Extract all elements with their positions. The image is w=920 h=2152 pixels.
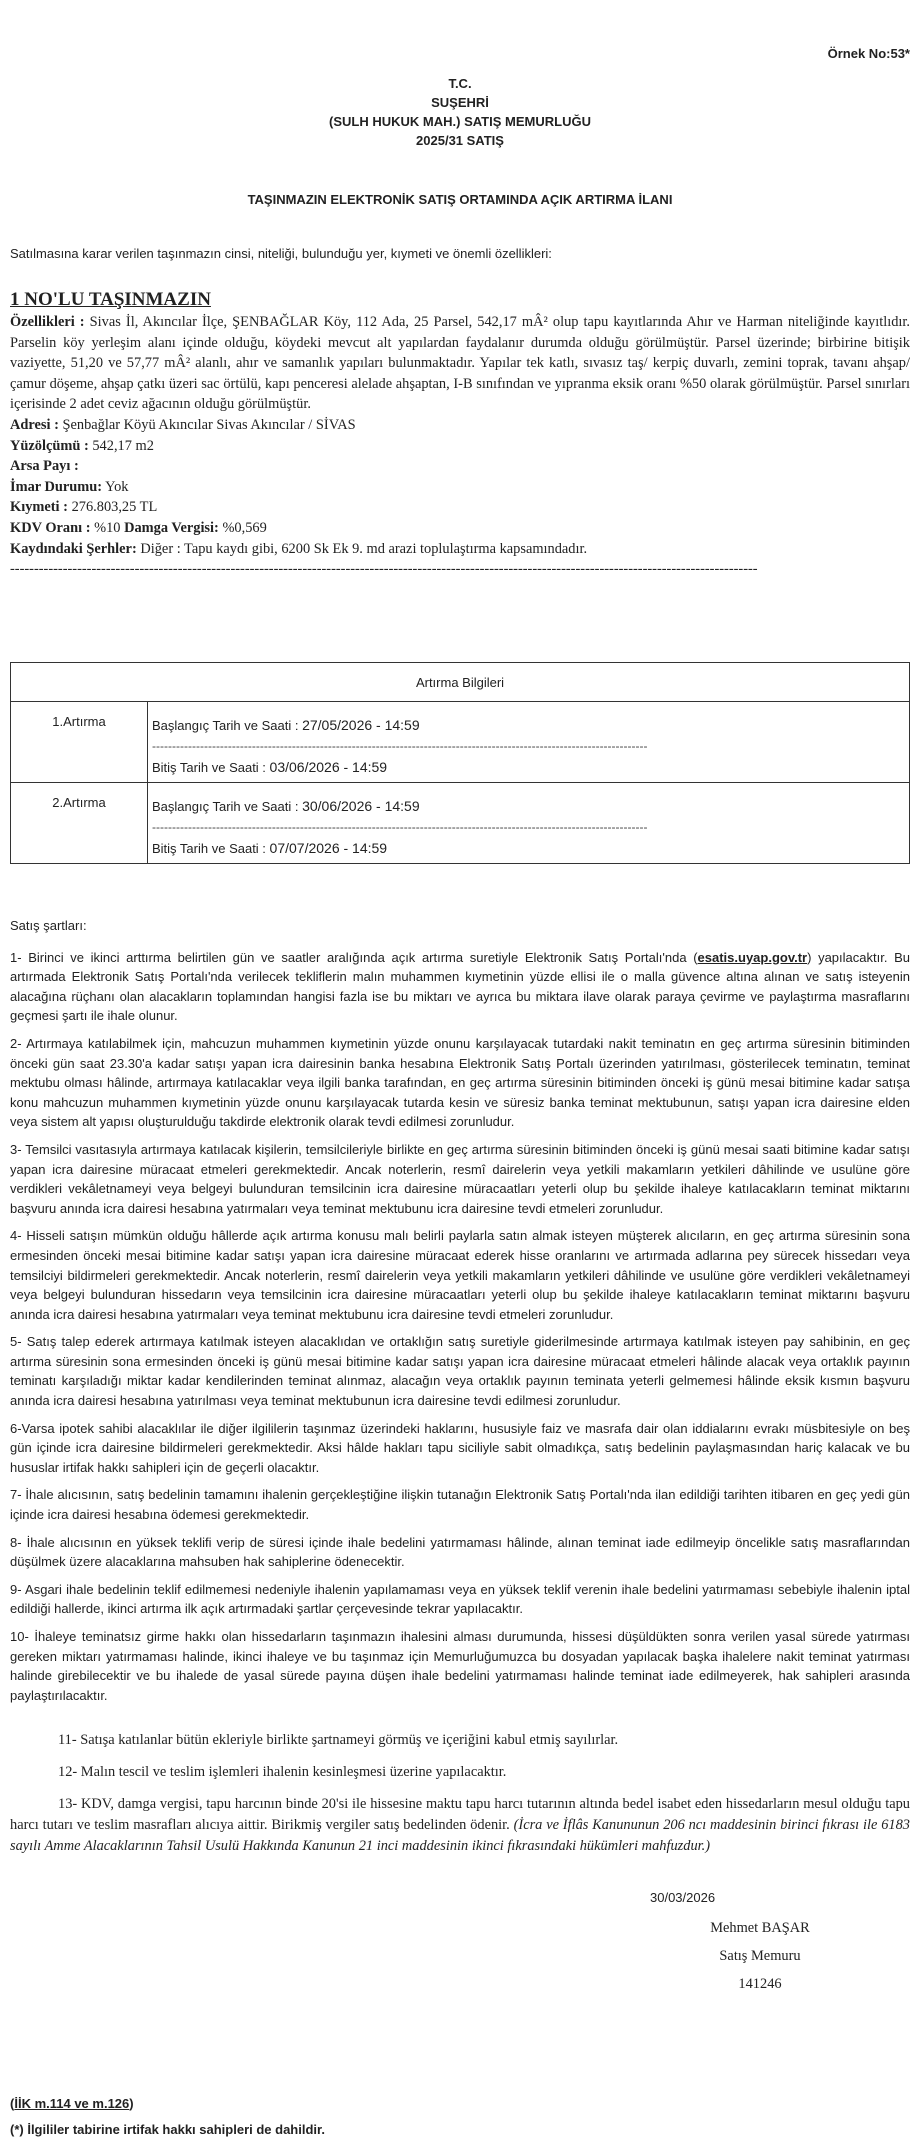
property-heading: 1 NO'LU TAŞINMAZIN	[10, 289, 211, 310]
term-1: 1- Birinci ve ikinci arttırma belirtilen gün ve saatler aralığında açık artırma suretiyle Elektronik Satış Portalı'nda (esatis.uyap.gov.tr) yapılacaktır. Bu artırmada Elektronik Satış Portalı'nda verilecek tekliflerin malın muhammen kıymetinin yüzde ellisi ile o malla güvence altına alınan ve satış isteyenin alacağına rüçhanı olan alacakların toplamından hangisi fazla ise bu miktarı ve ayrıca bu miktara ilave olarak paraya çevirme ve paylaştırma masraflarını geçmesi şartı ile ihale olunur.	[10, 949, 910, 1024]
start-datetime: 30/06/2026 - 14:59	[302, 798, 420, 814]
additional-terms	[10, 1730, 910, 1868]
page-title: TAŞINMAZIN ELEKTRONİK SATIŞ ORTAMINDA AÇIK ARTIRMA İLANI	[247, 192, 673, 207]
property-features	[10, 312, 910, 415]
signer-name: Mehmet BAŞAR	[710, 1920, 810, 1936]
sale-terms	[10, 916, 910, 1713]
document-header	[0, 74, 920, 150]
term-6: 6-Varsa ipotek sahibi alacaklılar ile diğer ilgililerin taşınmaz üzerindeki haklarını, hususiyle faiz ve masrafa dair olan iddialarını evrakı müsbitesiyle on beş gün içinde icra dairesine bildirmeleri gerekmektedir. Aksi hâlde hakları tapu siciliyle sabit olmadıkça, satış bedelinin paylaşmasından hariç kalacak ve bu hususlar irtifak hakkı sahipleri için de geçerli olacaktır.	[10, 1420, 910, 1475]
property-conditions: Kaydındaki Şerhler: Diğer : Tapu kaydı gibi, 6200 Sk Ek 9. md arazi toplulaştırma kapsamındadır.	[10, 540, 588, 557]
header-district: SUŞEHRİ	[431, 95, 489, 110]
sale-terms-heading: Satış şartları:	[10, 918, 87, 933]
round-separator: ----------------------------------------------------------------------------------------------------------------------------	[152, 739, 648, 753]
auction-round-label: 1.Artırma	[11, 702, 148, 783]
features-label: Özellikleri :	[10, 314, 85, 330]
term-9: 9- Asgari ihale bedelinin teklif edilmemesi nedeniyle ihalenin yapılamaması veya en yüksek teklif verenin ihale bedelini yatırmaması sebebiyle ihalenin iptal edildiği hallerde, ikinci artırma ilk açık artırmadaki şartlar çerçevesinde tekrar yapılacaktır.	[10, 1581, 910, 1617]
property-section	[10, 288, 910, 580]
term-3: 3- Temsilci vasıtasıyla artırmaya katılacak kişilerin, temsilcileriyle birlikte en geç artırma süresinin bitiminden önceki iş günü mesai saati bitimine kadar satışı yapan icra dairesine müracaat etmeleri gerekmektedir. Ancak noterlerin, resmî dairelerin veya yetkili makamların yetkileri dâhilinde ve usulüne göre verdikleri vekâletnameyi veya belgeyi bulunduran temsilcinin icra dairesine müracaatları yeterli olup bu şekilde ihaleye katılacakların teminat miktarını başvuru anında icra dairesi hesabına yatırmaları veya teminat mektubunu icra dairesine tevdi etmeleri zorunludur.	[10, 1141, 910, 1216]
property-address: Adresi : Şenbağlar Köyü Akıncılar Sivas Akıncılar / SİVAS	[10, 416, 356, 433]
term-4: 4- Hisseli satışın mümkün olduğu hâllerde açık artırma konusu malı belirli paylarla satın almak isteyen müşterek alıcıların, en geç artırma süresinin sona ermesinden önceki mesai bitimine kadar satışı yapan icra dairesine müracaat ederek hisse oranlarını ve artırmada adlarına pey sürecek hissedarı veya temsilciyi bildirmeleri gerekmektedir. Ancak noterlerin, resmî dairelerin veya yetkili makamların yetkileri dâhilinde ve usulüne göre verdikleri vekâletnameyi veya belgeyi bulunduran hissedarın veya temsilcinin icra dairesine müracaatları yeterli olup bu şekilde ihaleye katılacakların teminat miktarını başvuru anında icra dairesi hesabına yatırmaları veya teminat mektubunu icra dairesine tevdi etmeleri zorunludur.	[10, 1228, 910, 1322]
property-value: Kıymeti : 276.803,25 TL	[10, 499, 158, 516]
term-13: 13- KDV, damga vergisi, tapu harcının binde 20'si ile hissesine maktu tapu harcı tutarının altında bedel isabet eden hissedarların mesul olduğu tapu harcı tutarı ve teslim masrafları alıcıya aittir. Birikmiş vergiler satış bedelinden ödenir. (İcra ve İflâs Kanununun 206 ncı maddesinin birinci fıkrası ile 6183 sayılı Amme Alacaklarının Tahsil Usulü Hakkında Kanunun 21 inci maddesinin ikinci fıkrasındaki hükümleri mahfuzdur.)	[10, 1796, 910, 1854]
start-datetime: 27/05/2026 - 14:59	[302, 717, 420, 733]
auction-table-header: Artırma Bilgileri	[11, 663, 910, 702]
header-office: (SULH HUKUK MAH.) SATIŞ MEMURLUĞU	[329, 114, 591, 129]
property-divider: ------------------------------------------------------------------------------------------------------------------------------------------------------------	[10, 561, 758, 578]
term-11: 11- Satışa katılanlar bütün ekleriyle birlikte şartnameyi görmüş ve içeriğini kabul etmiş sayılırlar.	[58, 1732, 619, 1748]
term-5: 5- Satış talep ederek artırmaya katılmak isteyen alacaklıdan ve ortaklığın satış suretiyle giderilmesinde artırmaya katılmak isteyen pay sahibinin, en geç artırma süresinin sona ermesinden önceki iş günü mesai bitimine kadar satışı yapan icra dairesine müracaat etmeleri hâlinde alacak veya ortaklık payının teminatı karşıladığı miktar kadar kendilerinden teminat alınmaz, alacağın veya ortaklık payının teminata yeterli gelmemesi hâlinde eksik kısmın başvuru anında icra dairesi hesabına yatırılması veya teminat mektubunun icra dairesine tevdi edilmesi zorunludur.	[10, 1334, 910, 1409]
auction-round-label: 2.Artırma	[11, 783, 148, 864]
term-12: 12- Malın tescil ve teslim işlemleri ihalenin kesinleşmesi üzerine yapılacaktır.	[58, 1764, 507, 1780]
signer-number: 141246	[738, 1976, 782, 1992]
law-reference: (İİK m.114 ve m.126)	[10, 2096, 134, 2111]
end-datetime: 03/06/2026 - 14:59	[269, 759, 388, 775]
property-area: Yüzölçümü : 542,17 m2	[10, 437, 154, 454]
signer-title: Satış Memuru	[719, 1948, 801, 1964]
term-2: 2- Artırmaya katılabilmek için, mahcuzun muhammen kıymetinin yüzde onunu karşılayacak tutardaki nakit teminatın en geç artırma süresinin bitiminden önceki gün saat 23.30'a kadar satışı yapan icra dairesinin banka hesabına Elektronik Satış Portalı üzerinden yatırılması, gösterilecek teminatın, teminat mektubu olması hâlinde, artırmaya katılacaklar veya ilgili banka tarafından, en geç artırma süresinin bitiminden önceki iş günü mesai bitimine kadar satışa konu mahcuzun muhammen kıymetinin yüzde onunu karşılayacak tutarda kesin ve süresiz banka teminat mektubunun, satışı yapan icra dairesine elden veya sistem alt yapısı oluşturulduğu takdirde elektronik olarak tevdi edilmesi zorunludur.	[10, 1035, 910, 1130]
esatis-link[interactable]: esatis.uyap.gov.tr	[697, 949, 808, 965]
auction-round-dates: Başlangıç Tarih ve Saati : 30/06/2026 - 14:59 ---------------------------------------------------------------------------------------------------------------------------- Bitiş Tarih ve Saati : 07/07/2026 - 14:59	[148, 783, 910, 864]
term-8: 8- İhale alıcısının en yüksek teklifi verip de süresi içinde ihale bedelini yatırmaması hâlinde, alınan teminat iade edilmeyip öncelikle satış masraflarından düşülmek üzere alacaklarına mahsuben hak sahiplerine ödenecektir.	[10, 1534, 910, 1570]
property-taxes: KDV Oranı : %10 Damga Vergisi: %0,569	[10, 519, 267, 536]
property-share: Arsa Payı :	[10, 458, 79, 475]
term-10: 10- İhaleye teminatsız girme hakkı olan hissedarların taşınmazın ihalesini alması durumunda, hissesi düşüldükten sonra verilen yasal sürede yatırması gereken miktarı yatırmaması halinde, ikinci ihaleye ve bu taşınmaz için Memurluğumuzca bu dosyadan yapılacak başka ihalelere nakit teminat yatırması halinde girebilecektir ve bu ihalede de yasal sürede payına düşen ihale bedelini yatırmaması halinde teminat iade edilmeyerek, hak sahipleri arasında paylaştırılacaktır.	[10, 1629, 910, 1703]
round-separator: ----------------------------------------------------------------------------------------------------------------------------	[152, 820, 648, 834]
end-datetime: 07/07/2026 - 14:59	[269, 840, 388, 856]
sample-number: Örnek No:53*	[827, 46, 910, 61]
term-13-legal-note: (İcra ve İflâs Kanununun 206 ncı maddesinin birinci fıkrası ile 6183 sayılı Amme Alacaklarının Tahsil Usulü Hakkında Kanunun 21 inci maddesinin ikinci fıkrasındaki hükümleri mahfuzdur.)	[10, 1817, 910, 1854]
property-zoning: İmar Durumu: Yok	[10, 478, 129, 495]
header-file-number: 2025/31 SATIŞ	[416, 133, 504, 148]
footnote: (*) İlgililer tabirine irtifak hakkı sahipleri de dahildir.	[10, 2122, 325, 2137]
term-7: 7- İhale alıcısının, satış bedelinin tamamını ihalenin gerçekleştiğine ilişkin tutanağın Elektronik Satış Portalı'nda ilan edildiği tarihten itibaren en geç yedi gün içinde icra dairesi hesabına ödemesi gerekmektedir.	[10, 1487, 910, 1523]
signature-date: 30/03/2026	[650, 1890, 716, 1905]
features-text: Sivas İl, Akıncılar İlçe, ŞENBAĞLAR Köy, 112 Ada, 25 Parsel, 542,17 mÂ² olup tapu kayıtlarında Ahır ve Harman niteliğinde kayıtlıdır. Parselin köy yerleşim alanı içinde olduğu, köydeki mevcut alt yapılardan faydalanır durumda olduğu görülmüştür. Parsel üzerinde; birbirine bitişik vaziyette, 51,20 ve 57,77 mÂ² alanlı, ahır ve samanlık yapıları bulunmaktadır. Yapılar tek katlı, sıvasız taş/ kerpiç duvarlı, zemini toprak, tavanı ahşap/ çamur döşeme, ahşap çatkı üzeri sac örtülü, kapı penceresi alelade ahşaptan, I-B sınıfından ve yıpranma eksik oranı %50 olarak görülmüştür. Parsel sınırları içerisinde 2 adet ceviz ağacının olduğu görülmüştür.	[10, 314, 910, 413]
header-tc: T.C.	[448, 76, 472, 91]
auction-round-dates: Başlangıç Tarih ve Saati : 27/05/2026 - 14:59 ---------------------------------------------------------------------------------------------------------------------------- Bitiş Tarih ve Saati : 03/06/2026 - 14:59	[148, 702, 910, 783]
auction-round-row	[11, 702, 910, 783]
intro-text: Satılmasına karar verilen taşınmazın cinsi, niteliği, bulunduğu yer, kıymeti ve önemli özellikleri:	[10, 246, 552, 261]
law-reference-link[interactable]: İİK m.114 ve m.126	[14, 2096, 130, 2111]
auction-round-row	[11, 783, 910, 864]
signature-block	[660, 1914, 860, 1998]
auction-table	[10, 662, 910, 864]
